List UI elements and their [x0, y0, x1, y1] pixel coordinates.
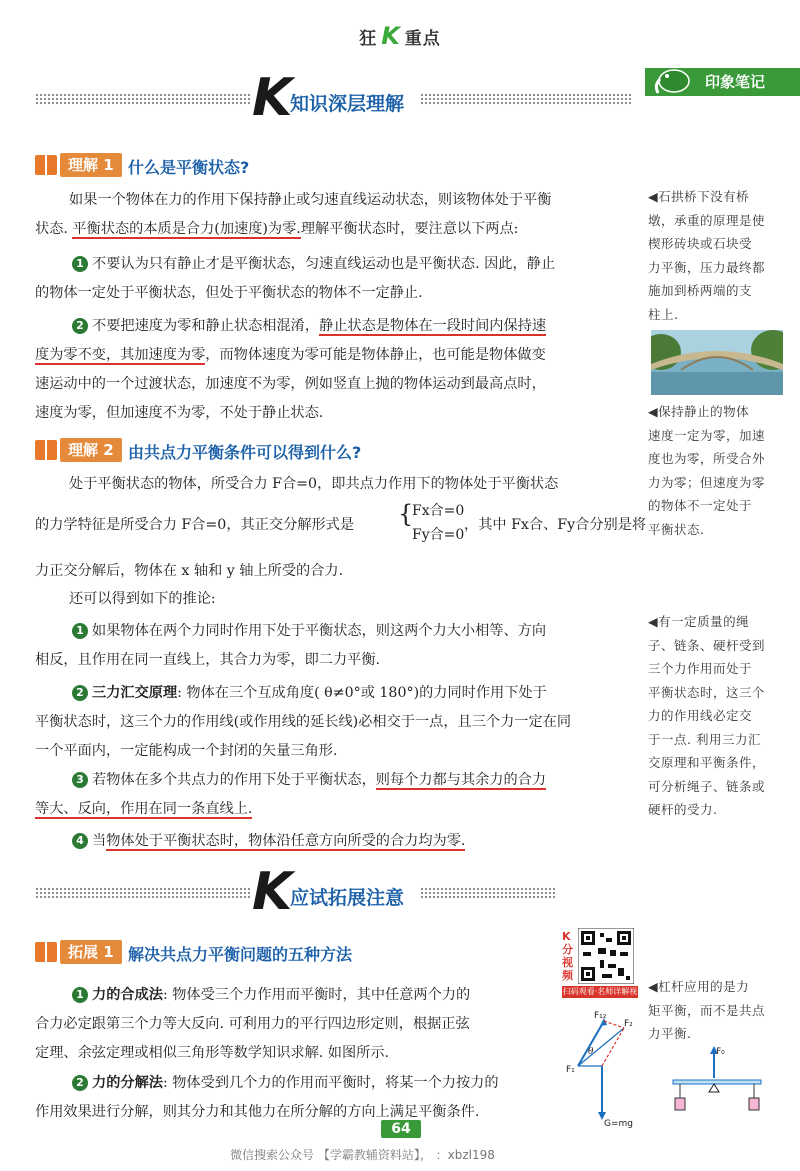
header-k-logo: K: [381, 22, 401, 50]
side-note-line: 平衡状态时，这三个: [648, 684, 766, 700]
bold-term: 三力汇交原理: [92, 685, 178, 701]
underlined-text: 平衡状态的本质是合力(加速度)为零.: [72, 221, 301, 237]
section-k-logo: K: [252, 68, 293, 128]
equation-x: Fx合=0: [412, 503, 465, 519]
section-divider-right: [420, 887, 555, 899]
paragraph-text: [72, 827, 465, 856]
sub-title-2: 由共点力平衡条件可以得到什么?: [128, 443, 362, 462]
number-badge: 1: [72, 256, 88, 272]
side-note-line: 力平衡.: [648, 1026, 692, 1041]
text-span: 理解平衡状态时，要注意以下两点:: [300, 221, 519, 237]
paragraph-text: 的力学特征是所受合力 F合=0，其正交分解形式是: [35, 517, 355, 533]
brace: {: [398, 500, 414, 528]
section-title-exam: 应试拓展注意: [290, 887, 405, 909]
side-note-line: 力平衡，压力最终都: [648, 259, 766, 275]
number-badge: 4: [72, 833, 88, 849]
paragraph-text: [72, 679, 547, 708]
paragraph-text: 速运动中的一个过渡状态，加速度不为零，例如竖直上抛的物体运动到最高点时，: [35, 376, 546, 392]
force-triangle-diagram: [564, 1006, 644, 1128]
section-divider-left: [35, 887, 250, 899]
book-icon: [35, 942, 57, 962]
text-span: : 物体受三个力作用而平衡时，其中任意两个力的: [162, 987, 471, 1003]
side-note-line: 墩，承重的原理是使: [648, 212, 766, 228]
footer-watermark: 微信搜索公众号 【学霸教辅资料站】， ：xbzl198: [230, 1148, 495, 1162]
section-title-understanding: 知识深层理解: [290, 93, 405, 115]
notes-banner-label: 印象笔记: [705, 73, 766, 91]
paragraph-text: [72, 766, 546, 795]
number-badge: 2: [72, 685, 88, 701]
lever-diagram: [668, 1044, 768, 1124]
underlined-text: 则每个力都与其余力的合力: [375, 772, 547, 788]
underlined-text: 度为零不变，其加速度为零: [35, 347, 206, 363]
label-theta: θ: [588, 1047, 594, 1057]
paragraph-text: [72, 1069, 499, 1098]
side-note-line: 柱上.: [648, 306, 679, 322]
paragraph-text: [72, 312, 546, 341]
text-span: 如果物体在两个力同时作用下处于平衡状态，则这两个力大小相等、方向: [92, 623, 547, 639]
side-note-line: 的物体不一定处于: [648, 498, 753, 513]
paragraph-text: 作用效果进行分解，则其分力和其他力在所分解的方向上满足平衡条件.: [35, 1104, 480, 1120]
paragraph-text: 处于平衡状态的物体，所受合力 F合=0，即共点力作用下的物体处于平衡状态: [69, 476, 559, 492]
label-f12: F₁₂: [594, 1011, 607, 1021]
number-badge: 1: [72, 987, 88, 1003]
sub-tag-3: 拓展 1: [60, 940, 122, 964]
paragraph-text: [72, 617, 546, 646]
side-note-line: ◀杠杆应用的是力: [648, 979, 750, 994]
paragraph-text: [72, 981, 470, 1010]
side-note-line: 度也为零，所受合外: [648, 451, 766, 466]
underlined-text: 等大、反向，作用在同一条直线上.: [35, 801, 253, 817]
side-note-line: ◀保持静止的物体: [648, 404, 750, 419]
side-note-line: 硬杆的受力.: [648, 802, 718, 817]
text-span: : 物体在三个互成角度( θ≠0°或 180°)的力同时作用下处于: [177, 685, 547, 701]
section-k-logo: K: [252, 862, 293, 922]
text-span: 状态.: [35, 221, 68, 237]
equation-y: Fy合=0: [412, 527, 465, 543]
section-divider-left: [35, 93, 250, 105]
section-divider-right: [420, 93, 632, 105]
text-span: ，而物体速度为零可能是物体静止，也可能是物体做变: [205, 347, 546, 363]
side-note-line: 子、链条、硬杆受到: [648, 637, 766, 653]
header-title-left: 狂: [359, 29, 378, 49]
side-note-line: 于一点. 利用三力汇: [648, 731, 761, 747]
paragraph-text: ，其中 Fx合、Fy合分别是将: [464, 517, 647, 533]
side-note-line: 矩平衡，而不是共点: [648, 1002, 766, 1018]
text-span: 若物体在多个共点力的作用下处于平衡状态，: [92, 772, 376, 788]
bold-term: 力的合成法: [92, 987, 163, 1003]
underlined-text: 物体处于平衡状态时，物体沿任意方向所受的合力均为零.: [106, 833, 466, 849]
book-icon: [35, 440, 57, 460]
label-f2: F₂: [624, 1019, 633, 1029]
text-span: 当: [92, 833, 107, 849]
paragraph-text: 一个平面内，一定能构成一个封闭的矢量三角形.: [35, 743, 338, 759]
underlined-text: 静止状态是物体在一段时间内保持速: [319, 318, 547, 334]
label-f1: F₁: [566, 1065, 575, 1075]
paragraph-text: [35, 341, 546, 370]
side-note-line: 平衡状态.: [648, 521, 705, 537]
sub-title-1: 什么是平衡状态?: [128, 158, 250, 177]
side-note-lever: [648, 975, 798, 1046]
side-note-line: 速度一定为零，加速: [648, 427, 766, 443]
sub-tag-2: 理解 2: [60, 438, 122, 462]
side-note-bridge: [648, 185, 798, 326]
paragraph-text: 如果一个物体在力的作用下保持静止或匀速直线运动状态，则该物体处于平衡: [69, 192, 552, 208]
paragraph-text: 力正交分解后，物体在 x 轴和 y 轴上所受的合力.: [35, 563, 344, 579]
side-note-line: 三个力作用而处于: [648, 661, 753, 676]
qr-code-icon[interactable]: [578, 928, 634, 984]
paragraph-text: [72, 250, 555, 279]
label-g: G=mg: [604, 1119, 633, 1128]
side-note-line: ◀有一定质量的绳: [648, 614, 750, 629]
text-span: 不要把速度为零和静止状态相混淆，: [92, 318, 320, 334]
number-badge: 1: [72, 623, 88, 639]
side-note-line: 力为零；但速度为零: [648, 474, 766, 490]
paragraph-text: [35, 215, 518, 244]
book-icon: [35, 155, 57, 175]
side-note-line: 力的作用线必定交: [648, 708, 753, 723]
side-note-three-forces: [648, 610, 798, 822]
paragraph-text: 相反，且作用在同一直线上，其合力为零，即二力平衡.: [35, 652, 381, 668]
number-badge: 2: [72, 318, 88, 334]
header-title-right: 重点: [404, 29, 441, 49]
label-f0: F₀: [716, 1047, 725, 1057]
elephant-icon: [652, 63, 692, 95]
paragraph-text: 还可以得到如下的推论:: [69, 591, 216, 607]
sub-tag-1: 理解 1: [60, 153, 122, 177]
sub-title-3: 解决共点力平衡问题的五种方法: [128, 945, 353, 964]
text-span: : 物体受到几个力的作用而平衡时，将某一个力按力的: [162, 1075, 499, 1091]
paragraph-text: 的物体一定处于平衡状态，但处于平衡状态的物体不一定静止.: [35, 285, 423, 301]
paragraph-text: 平衡状态时，这三个力的作用线(或作用线的延长线)必相交于一点，且三个力一定在同: [35, 714, 572, 730]
page-number: 64: [381, 1120, 421, 1138]
side-note-line: 可分析绳子、链条或: [648, 778, 766, 794]
side-note-static: [648, 400, 798, 541]
stone-bridge-photo: [651, 330, 783, 395]
qr-side-label: K分视频: [562, 930, 573, 982]
number-badge: 2: [72, 1075, 88, 1091]
number-badge: 3: [72, 772, 88, 788]
paragraph-text: 定理、余弦定理或相似三角形等数学知识求解. 如图所示.: [35, 1045, 390, 1061]
paragraph-text: 速度为零，但加速度不为零，不处于静止状态.: [35, 405, 324, 421]
side-note-line: ◀石拱桥下没有桥: [648, 189, 750, 204]
paragraph-text: [35, 795, 252, 824]
side-note-line: 施加到桥两端的支: [648, 283, 753, 298]
qr-caption: 扫码观看·名师详解视频: [562, 987, 638, 1008]
bold-term: 力的分解法: [92, 1075, 163, 1091]
page-header: [0, 22, 800, 50]
paragraph-text: 合力必定跟第三个力等大反向. 可利用力的平行四边形定则，根据正弦: [35, 1016, 470, 1032]
side-note-line: 交原理和平衡条件，: [648, 755, 766, 770]
text-span: 不要认为只有静止才是平衡状态，匀速直线运动也是平衡状态. 因此，静止: [92, 256, 556, 272]
side-note-line: 楔形砖块或石块受: [648, 236, 753, 251]
